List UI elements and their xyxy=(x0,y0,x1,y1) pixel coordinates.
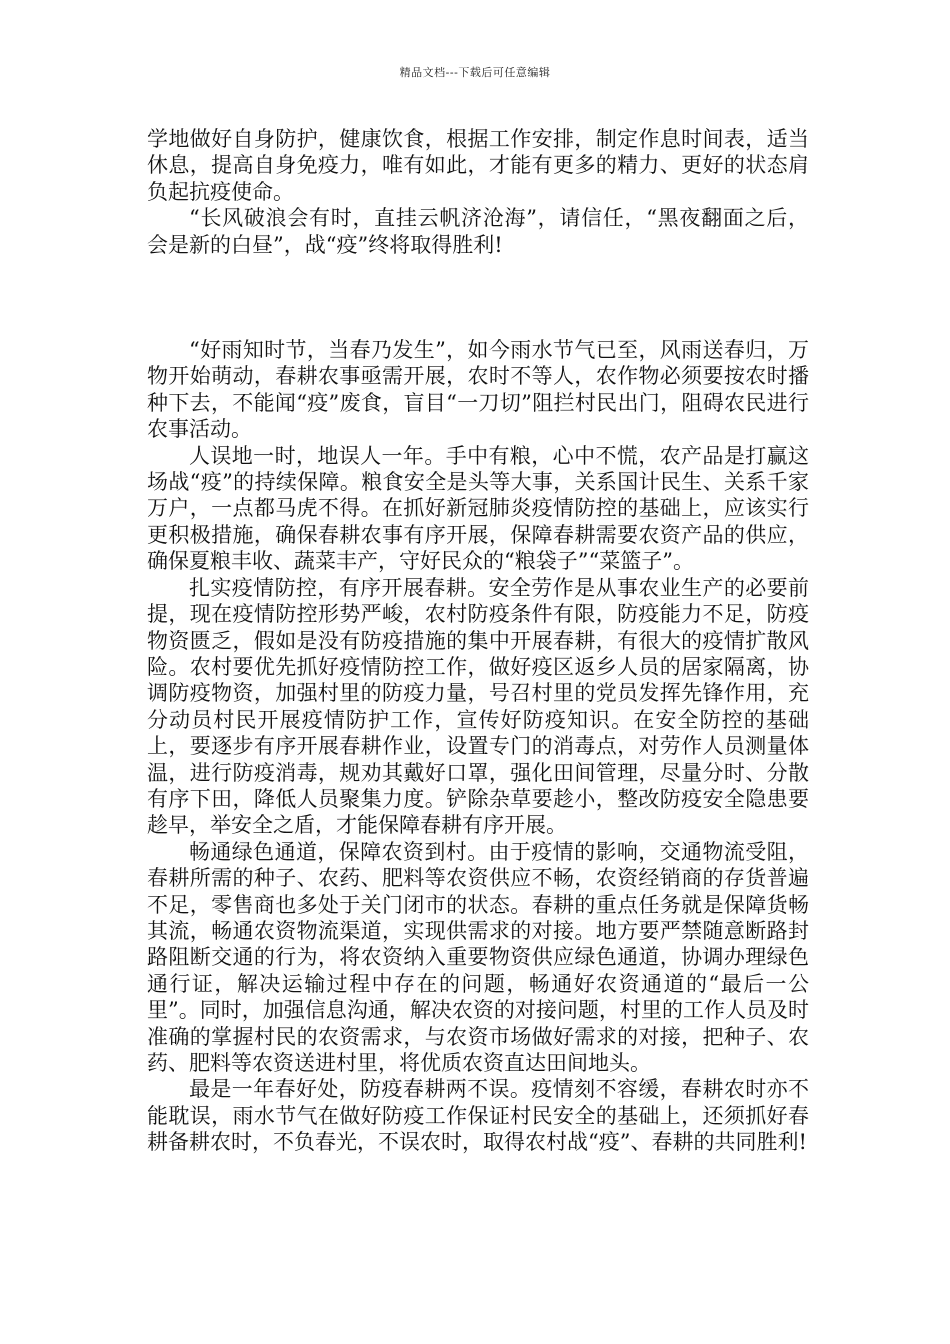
page-header: 精品文档---下载后可任意编辑 xyxy=(399,66,551,79)
paragraph: 最是一年春好处，防疫春耕两不误。疫情刻不容缓，春耕农时亦不能耽误，雨水节气在做好防疫工作保证村民安全的基础上，还须抓好春耕备耕农时，不负春光，不误农时，取得农村战“疫”、春耕的共同胜利! xyxy=(147,1077,809,1155)
paragraph: 畅通绿色通道，保障农资到村。由于疫情的影响，交通物流受阻，春耕所需的种子、农药、肥料等农资供应不畅，农资经销商的存货普遍不足，零售商也多处于关门闭市的状态。春耕的重点任务就是保障货畅其流，畅通农资物流渠道，实现供需求的对接。地方要严禁随意断路封路阻断交通的行为，将农资纳入重要物资供应绿色通道，协调办理绿色通行证，解决运输过程中存在的问题，畅通好农资通道的“最后一公里”。同时，加强信息沟通，解决农资的对接问题，村里的工作人员及时准确的掌握村民的农资需求，与农资市场做好需求的对接，把种子、农药、肥料等农资送进村里，将优质农资直达田间地头。 xyxy=(147,839,809,1075)
paragraph: “长风破浪会有时，直挂云帆济沧海”，请信任，“黑夜翻面之后，会是新的白昼”，战“疫”终将取得胜利! xyxy=(147,206,809,257)
document-body xyxy=(147,126,809,1156)
paragraph: 扎实疫情防控，有序开展春耕。安全劳作是从事农业生产的必要前提，现在疫情防控形势严峻，农村防疫条件有限，防疫能力不足，防疫物资匮乏，假如是没有防疫措施的集中开展春耕，有很大的疫情扩散风险。农村要优先抓好疫情防控工作，做好疫区返乡人员的居家隔离，协调防疫物资，加强村里的防疫力量，号召村里的党员发挥先锋作用，充分动员村民开展疫情防护工作，宣传好防疫知识。在安全防控的基础上，要逐步有序开展春耕作业，设置专门的消毒点，对劳作人员测量体温，进行防疫消毒，规劝其戴好口罩，强化田间管理，尽量分时、分散有序下田，降低人员聚集力度。铲除杂草要趁小，整改防疫安全隐患要趁早，举安全之盾，才能保障春耕有序开展。 xyxy=(147,575,809,838)
paragraph-continuation: 学地做好自身防护，健康饮食，根据工作安排，制定作息时间表，适当休息，提高自身免疫力，唯有如此，才能有更多的精力、更好的状态肩负起抗疫使命。 xyxy=(147,127,809,204)
paragraph: 人误地一时，地误人一年。手中有粮，心中不慌，农产品是打赢这场战“疫”的持续保障。粮食安全是头等大事，关系国计民生、关系千家万户，一点都马虎不得。在抓好新冠肺炎疫情防控的基础上，应该实行更积极措施，确保春耕农事有序开展，保障春耕需要农资产品的供应，确保夏粮丰收、蔬菜丰产，守好民众的“粮袋子”“菜篮子”。 xyxy=(147,443,809,574)
section-divider xyxy=(147,258,809,337)
paragraph: “好雨知时节，当春乃发生”，如今雨水节气已至，风雨送春归，万物开始萌动，春耕农事亟需开展，农时不等人，农作物必须要按农时播种下去，不能闻“疫”废食，盲目“一刀切”阻拦村民出门，阻碍农民进行农事活动。 xyxy=(147,338,809,442)
